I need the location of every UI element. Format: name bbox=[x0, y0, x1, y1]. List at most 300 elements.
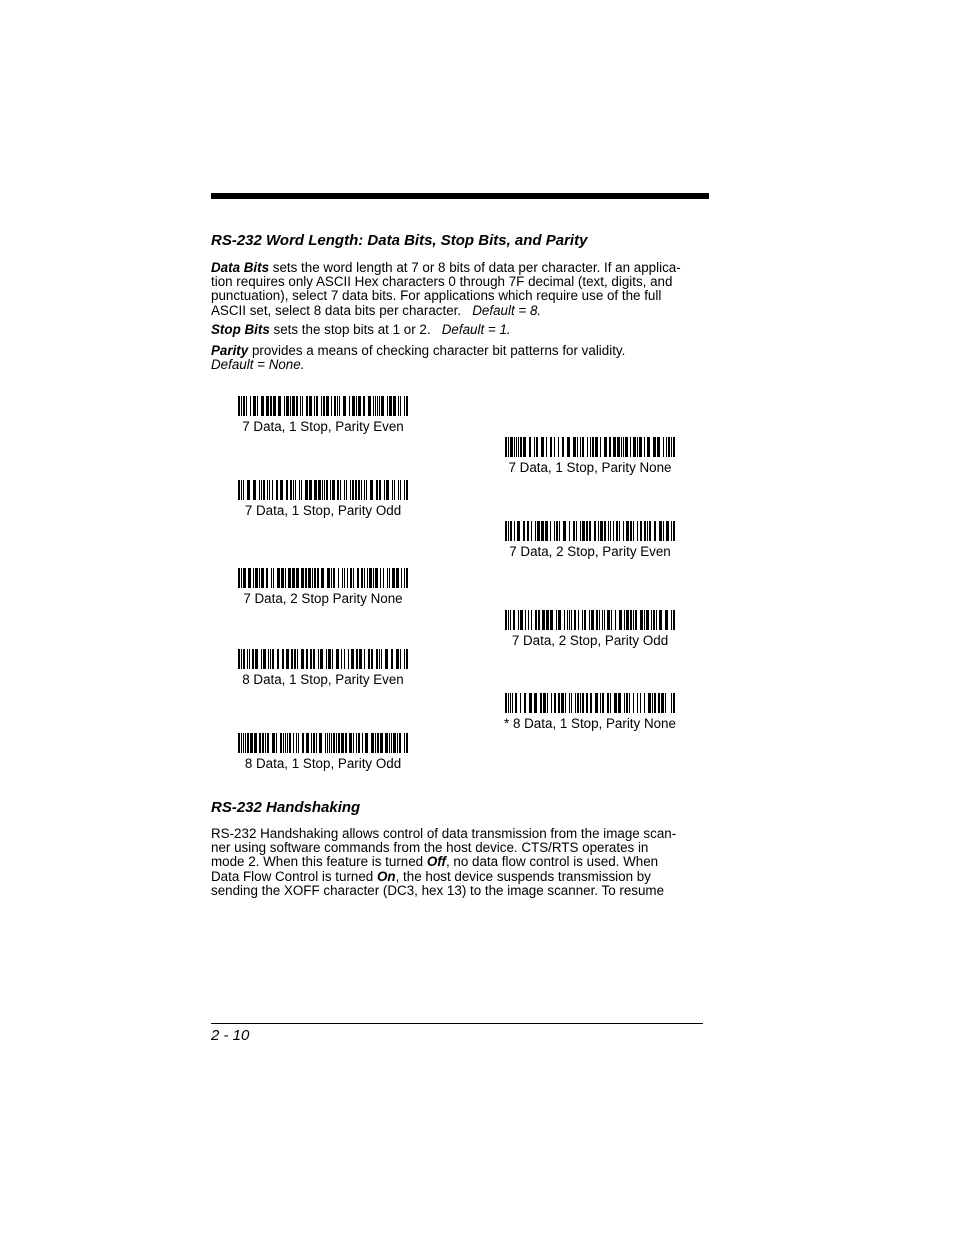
barcode-bar bbox=[255, 649, 258, 669]
barcode-bar bbox=[375, 568, 378, 588]
barcode-bar bbox=[285, 733, 286, 753]
barcode-bar bbox=[371, 733, 374, 753]
barcode-bar bbox=[531, 521, 532, 541]
barcode-bar bbox=[623, 521, 624, 541]
barcode-bar bbox=[261, 480, 262, 500]
barcode-bar bbox=[327, 568, 330, 588]
top-rule bbox=[211, 193, 709, 199]
barcode-bar bbox=[309, 396, 312, 416]
section-title-handshaking: RS-232 Handshaking bbox=[211, 799, 361, 816]
barcode-bar bbox=[510, 610, 511, 630]
barcode-bar bbox=[331, 733, 332, 753]
barcode-7-data-2-stop-parity-odd[interactable] bbox=[490, 610, 690, 648]
barcode-label: * 8 Data, 1 Stop, Parity None bbox=[504, 716, 676, 731]
barcode-bar bbox=[280, 733, 282, 753]
barcode-bar bbox=[406, 568, 408, 588]
barcode-bar bbox=[558, 693, 560, 713]
barcode-bar bbox=[253, 568, 254, 588]
barcode-bar bbox=[573, 521, 575, 541]
barcode-bar bbox=[633, 610, 634, 630]
barcode-bar bbox=[529, 437, 531, 457]
data-bits-line-4: ASCII set, select 8 data bits per character. bbox=[211, 302, 462, 318]
barcode-bar bbox=[571, 610, 572, 630]
barcode-bar bbox=[288, 568, 291, 588]
barcode-bar bbox=[400, 480, 401, 500]
barcode-bar bbox=[313, 649, 315, 669]
barcode-label: 7 Data, 1 Stop, Parity Even bbox=[242, 419, 404, 434]
barcode-bar bbox=[531, 610, 532, 630]
barcode-bar bbox=[556, 521, 558, 541]
barcode-bar bbox=[582, 437, 584, 457]
barcode-bar bbox=[550, 610, 553, 630]
barcode-7-data-2-stop-parity-none[interactable] bbox=[223, 568, 423, 606]
barcode-bar bbox=[371, 649, 373, 669]
barcode-bar bbox=[668, 437, 670, 457]
barcode-bar bbox=[272, 649, 274, 669]
barcode-bar bbox=[284, 396, 285, 416]
barcode-bar bbox=[657, 437, 660, 457]
barcode-bar bbox=[564, 610, 565, 630]
barcode-bar bbox=[333, 733, 335, 753]
data-bits-default: Default = 8. bbox=[472, 302, 542, 318]
barcode-bar bbox=[558, 437, 559, 457]
barcode-bar bbox=[567, 437, 570, 457]
barcode-bar bbox=[368, 649, 370, 669]
barcode-bar bbox=[346, 480, 347, 500]
barcode-bar bbox=[538, 610, 540, 630]
barcode-bar bbox=[569, 521, 570, 541]
barcode-bar bbox=[377, 733, 379, 753]
barcode-bar bbox=[326, 396, 329, 416]
barcode-bar bbox=[615, 610, 616, 630]
barcode-bar bbox=[243, 480, 244, 500]
barcode-bar bbox=[545, 521, 548, 541]
barcode-bar bbox=[327, 733, 328, 753]
barcode-bar bbox=[505, 610, 507, 630]
barcode-bar bbox=[326, 480, 328, 500]
barcode-bar bbox=[559, 521, 560, 541]
barcode-bar bbox=[558, 610, 561, 630]
bottom-rule bbox=[211, 1023, 703, 1024]
barcode-bar bbox=[398, 480, 399, 500]
barcode-bar bbox=[400, 396, 401, 416]
barcode-bar bbox=[301, 568, 304, 588]
barcode-bar bbox=[250, 396, 251, 416]
barcode-bar bbox=[404, 649, 405, 669]
handshaking-line-4a: Data Flow Control is turned bbox=[211, 868, 374, 884]
barcode-bar bbox=[518, 437, 519, 457]
barcode-bar bbox=[625, 437, 628, 457]
barcode-label: 8 Data, 1 Stop, Parity Even bbox=[242, 672, 404, 687]
barcode-bar bbox=[243, 733, 244, 753]
barcode-bar bbox=[633, 437, 636, 457]
barcode-bar bbox=[647, 437, 650, 457]
barcode-bar bbox=[527, 521, 529, 541]
barcode-bar bbox=[604, 610, 605, 630]
barcode-bar bbox=[341, 733, 344, 753]
barcode-bar bbox=[406, 396, 408, 416]
barcode-bar bbox=[385, 649, 388, 669]
barcode-bar bbox=[259, 568, 260, 588]
barcode-bar bbox=[576, 521, 577, 541]
barcode-bar bbox=[551, 693, 552, 713]
barcode-bar bbox=[286, 649, 289, 669]
barcode-bar bbox=[596, 610, 598, 630]
barcode-bar bbox=[305, 480, 308, 500]
barcode-bar bbox=[575, 693, 576, 713]
barcode-bar bbox=[353, 733, 354, 753]
barcode-bar bbox=[364, 568, 365, 588]
barcode-bar bbox=[534, 693, 537, 713]
handshaking-line-5: sending the XOFF character (DC3, hex 13) to the image scanner. To resume bbox=[211, 882, 665, 898]
barcode-bar bbox=[389, 568, 390, 588]
barcode-bar bbox=[263, 649, 266, 669]
barcode-7-data-1-stop-parity-none[interactable] bbox=[490, 437, 690, 475]
barcode-bar bbox=[613, 437, 616, 457]
barcode-bar bbox=[266, 568, 268, 588]
barcode-bar bbox=[267, 733, 269, 753]
barcode-bar bbox=[241, 568, 242, 588]
barcode-bar bbox=[607, 693, 609, 713]
barcode-bar bbox=[525, 610, 526, 630]
barcode-bar bbox=[534, 437, 535, 457]
barcode-bar bbox=[381, 649, 382, 669]
barcode-bar bbox=[308, 568, 311, 588]
barcode-bar bbox=[352, 396, 355, 416]
barcode-bar bbox=[344, 649, 345, 669]
barcode-bar bbox=[604, 437, 607, 457]
barcode-bar bbox=[542, 610, 545, 630]
barcode-bar bbox=[349, 733, 352, 753]
barcode-bar bbox=[599, 610, 600, 630]
barcode-bar bbox=[250, 733, 253, 753]
stop-bits-default: Default = 1. bbox=[441, 322, 511, 337]
data-bits-lead: Data Bits bbox=[211, 260, 270, 275]
barcode-bar bbox=[358, 733, 360, 753]
barcode-bar bbox=[626, 521, 629, 541]
barcode-bar bbox=[381, 396, 384, 416]
barcode-bar bbox=[577, 693, 579, 713]
barcode-bar bbox=[243, 568, 246, 588]
barcode-bar bbox=[376, 649, 378, 669]
barcode-bar bbox=[341, 649, 342, 669]
barcode-bar bbox=[400, 649, 401, 669]
barcode-bar bbox=[313, 733, 315, 753]
barcode-bar bbox=[561, 693, 564, 713]
barcode-bar bbox=[580, 437, 581, 457]
barcode-symbol bbox=[223, 480, 423, 500]
handshaking-line-1: RS-232 Handshaking allows control of data transmission from the image scan- bbox=[211, 826, 677, 841]
barcode-bar bbox=[325, 733, 326, 753]
barcode-bar bbox=[364, 649, 365, 669]
barcode-bar bbox=[369, 568, 372, 588]
barcode-bar bbox=[247, 733, 249, 753]
barcode-bar bbox=[644, 693, 645, 713]
barcode-bar bbox=[309, 480, 312, 500]
barcode-bar bbox=[296, 396, 298, 416]
barcode-bar bbox=[512, 693, 513, 713]
barcode-bar bbox=[613, 521, 614, 541]
handshaking-line-3b: , no data flow control is used. When bbox=[445, 854, 659, 870]
stop-bits-lead: Stop Bits bbox=[211, 322, 270, 337]
barcode-bar bbox=[285, 568, 286, 588]
on-word: On bbox=[376, 868, 396, 884]
barcode-bar bbox=[296, 733, 297, 753]
barcode-bar bbox=[253, 480, 256, 500]
barcode-bar bbox=[626, 610, 629, 630]
barcode-bar bbox=[550, 521, 551, 541]
barcode-bar bbox=[633, 521, 634, 541]
barcode-bar bbox=[665, 693, 666, 713]
barcode-bar bbox=[276, 480, 278, 500]
barcode-bar bbox=[355, 480, 357, 500]
barcode-bar bbox=[332, 480, 335, 500]
barcode-bar bbox=[334, 396, 336, 416]
barcode-bar bbox=[594, 521, 596, 541]
barcode-bar bbox=[356, 396, 357, 416]
barcode-bar bbox=[306, 733, 309, 753]
barcode-bar bbox=[389, 733, 390, 753]
barcode-bar bbox=[604, 521, 606, 541]
barcode-bar bbox=[306, 396, 308, 416]
barcode-bar bbox=[241, 480, 242, 500]
barcode-label: 7 Data, 2 Stop Parity None bbox=[243, 591, 403, 606]
barcode-bar bbox=[600, 521, 603, 541]
barcode-bar bbox=[623, 437, 624, 457]
barcode-bar bbox=[536, 437, 538, 457]
barcode-bar bbox=[317, 568, 319, 588]
parity-lead: Parity bbox=[211, 343, 249, 358]
barcode-bar bbox=[637, 521, 638, 541]
barcode-7-data-1-stop-parity-even[interactable] bbox=[223, 396, 423, 434]
barcode-bar bbox=[290, 396, 291, 416]
barcode-bar bbox=[324, 480, 325, 500]
barcode-bar bbox=[396, 568, 399, 588]
barcode-bar bbox=[311, 733, 312, 753]
barcode-bar bbox=[595, 693, 598, 713]
barcode-bar bbox=[659, 521, 662, 541]
barcode-bar bbox=[322, 480, 323, 500]
barcode-bar bbox=[514, 521, 515, 541]
barcode-bar bbox=[393, 733, 396, 753]
barcode-bar bbox=[608, 521, 609, 541]
barcode-bar bbox=[286, 480, 288, 500]
barcode-bar bbox=[362, 733, 363, 753]
barcode-bar bbox=[569, 693, 570, 713]
barcode-bar bbox=[630, 521, 632, 541]
barcode-bar bbox=[520, 437, 522, 457]
barcode-bar bbox=[524, 693, 526, 713]
barcode-bar bbox=[331, 568, 332, 588]
barcode-bar bbox=[550, 437, 552, 457]
barcode-bar bbox=[663, 437, 664, 457]
barcode-bar bbox=[278, 396, 281, 416]
data-bits-line-3: punctuation), select 7 data bits. For applications which require use of the full bbox=[211, 288, 662, 304]
barcode-bar bbox=[302, 396, 303, 416]
barcode-bar bbox=[385, 733, 388, 753]
barcode-8-data-1-stop-parity-odd[interactable] bbox=[223, 733, 423, 771]
barcode-bar bbox=[347, 568, 348, 588]
barcode-symbol bbox=[490, 693, 690, 713]
barcode-bar bbox=[282, 649, 284, 669]
barcode-bar bbox=[528, 610, 529, 630]
barcode-bar bbox=[291, 649, 293, 669]
barcode-bar bbox=[314, 480, 317, 500]
barcode-bar bbox=[350, 480, 351, 500]
barcode-bar bbox=[361, 480, 362, 500]
barcode-bar bbox=[619, 610, 622, 630]
barcode-bar bbox=[580, 693, 581, 713]
barcode-bar bbox=[339, 396, 340, 416]
barcode-bar bbox=[266, 396, 269, 416]
barcode-bar bbox=[396, 649, 399, 669]
barcode-bar bbox=[342, 568, 343, 588]
barcode-bar bbox=[271, 568, 272, 588]
barcode-bar bbox=[267, 480, 268, 500]
barcode-symbol bbox=[223, 649, 423, 669]
barcode-bar bbox=[392, 480, 393, 500]
barcode-bar bbox=[292, 396, 295, 416]
barcode-bar bbox=[252, 649, 254, 669]
barcode-bar bbox=[296, 568, 299, 588]
barcode-bar bbox=[337, 396, 338, 416]
barcode-bar bbox=[404, 568, 405, 588]
barcode-bar bbox=[314, 396, 315, 416]
barcode-bar bbox=[656, 610, 657, 630]
barcode-bar bbox=[610, 693, 611, 713]
barcode-bar bbox=[391, 649, 393, 669]
barcode-8-data-1-stop-parity-even[interactable] bbox=[223, 649, 423, 687]
barcode-bar bbox=[607, 610, 610, 630]
barcode-bar bbox=[259, 480, 260, 500]
barcode-bar bbox=[295, 480, 296, 500]
barcode-bar bbox=[373, 568, 374, 588]
barcode-bar bbox=[379, 480, 381, 500]
barcode-bar bbox=[665, 610, 668, 630]
barcode-bar bbox=[404, 480, 405, 500]
barcode-label: 7 Data, 1 Stop, Parity None bbox=[508, 460, 672, 475]
parity-paragraph bbox=[211, 344, 711, 372]
barcode-bar bbox=[651, 610, 652, 630]
barcode-bar bbox=[300, 396, 301, 416]
barcode-bar bbox=[589, 610, 590, 630]
parity-default: Default = None. bbox=[211, 357, 305, 373]
barcode-bar bbox=[292, 568, 295, 588]
barcode-bar bbox=[535, 521, 536, 541]
barcode-7-data-2-stop-parity-even[interactable] bbox=[490, 521, 690, 559]
barcode-bar bbox=[246, 396, 247, 416]
barcode-bar bbox=[393, 396, 396, 416]
barcode-bar bbox=[356, 649, 358, 669]
barcode-bar bbox=[646, 610, 649, 630]
barcode-bar bbox=[514, 437, 515, 457]
barcode-bar bbox=[505, 693, 507, 713]
barcode-bar bbox=[630, 437, 631, 457]
barcode-bar bbox=[257, 396, 258, 416]
barcode-bar bbox=[323, 396, 325, 416]
barcode-bar bbox=[353, 568, 354, 588]
barcode-bar bbox=[644, 437, 645, 457]
barcode-bar bbox=[639, 437, 642, 457]
barcode-bar bbox=[610, 521, 611, 541]
barcode-bar bbox=[270, 649, 271, 669]
barcode-label: 8 Data, 1 Stop, Parity Odd bbox=[244, 756, 402, 771]
barcode-bar bbox=[616, 521, 618, 541]
barcode-bar bbox=[277, 568, 280, 588]
stop-bits-text: sets the stop bits at 1 or 2. bbox=[273, 322, 431, 337]
barcode-bar bbox=[249, 649, 250, 669]
barcode-bar bbox=[513, 610, 515, 630]
barcode-bar bbox=[389, 396, 392, 416]
barcode-bar bbox=[523, 521, 525, 541]
section-title-word-length: RS-232 Word Length: Data Bits, Stop Bits, and Parity bbox=[211, 232, 588, 249]
barcode-bar bbox=[582, 521, 585, 541]
barcode-bar bbox=[517, 521, 520, 541]
barcode-bar bbox=[383, 568, 384, 588]
barcode-bar bbox=[630, 610, 632, 630]
barcode-bar bbox=[397, 733, 398, 753]
barcode-bar bbox=[280, 480, 283, 500]
barcode-bar bbox=[621, 437, 622, 457]
barcode-bar bbox=[259, 733, 261, 753]
barcode-bar bbox=[321, 396, 322, 416]
barcode-bar bbox=[318, 649, 319, 669]
barcode-bar bbox=[384, 480, 385, 500]
barcode-bar bbox=[262, 733, 264, 753]
barcode-bar bbox=[671, 437, 672, 457]
data-bits-line-1: sets the word length at 7 or 8 bits of data per character. If an applica- bbox=[272, 260, 681, 275]
barcode-bar bbox=[510, 437, 513, 457]
barcode-bar bbox=[261, 396, 264, 416]
barcode-bar bbox=[406, 649, 408, 669]
barcode-bar bbox=[671, 693, 672, 713]
barcode-bar bbox=[293, 480, 294, 500]
barcode-bar bbox=[276, 733, 277, 753]
barcode-bar bbox=[238, 568, 240, 588]
barcode-bar bbox=[394, 480, 395, 500]
barcode-bar bbox=[541, 437, 544, 457]
barcode-7-data-1-stop-parity-odd[interactable] bbox=[223, 480, 423, 518]
barcode-bar bbox=[301, 480, 302, 500]
barcode-bar bbox=[241, 396, 242, 416]
barcode-bar bbox=[654, 521, 656, 541]
stop-bits-paragraph bbox=[211, 323, 711, 337]
barcode-bar bbox=[386, 480, 389, 500]
barcode-bar bbox=[287, 733, 288, 753]
barcode-bar bbox=[577, 437, 578, 457]
barcode-bar bbox=[591, 610, 594, 630]
barcode-bar bbox=[253, 396, 256, 416]
barcode-8-data-1-stop-parity-none-default[interactable] bbox=[490, 693, 690, 731]
barcode-bar bbox=[269, 480, 270, 500]
barcode-bar bbox=[344, 568, 345, 588]
barcode-bar bbox=[367, 568, 368, 588]
barcode-bar bbox=[540, 693, 542, 713]
barcode-bar bbox=[241, 649, 242, 669]
barcode-bar bbox=[366, 480, 367, 500]
barcode-bar bbox=[640, 521, 642, 541]
barcode-bar bbox=[584, 610, 586, 630]
barcode-bar bbox=[263, 480, 265, 500]
barcode-bar bbox=[321, 568, 324, 588]
barcode-bar bbox=[582, 693, 584, 713]
handshaking-line-4b: , the host device suspends transmission by bbox=[395, 868, 651, 884]
barcode-symbol bbox=[490, 437, 690, 457]
barcode-bar bbox=[562, 437, 564, 457]
barcode-bar bbox=[261, 568, 264, 588]
barcode-bar bbox=[635, 610, 637, 630]
barcode-symbol bbox=[490, 521, 690, 541]
